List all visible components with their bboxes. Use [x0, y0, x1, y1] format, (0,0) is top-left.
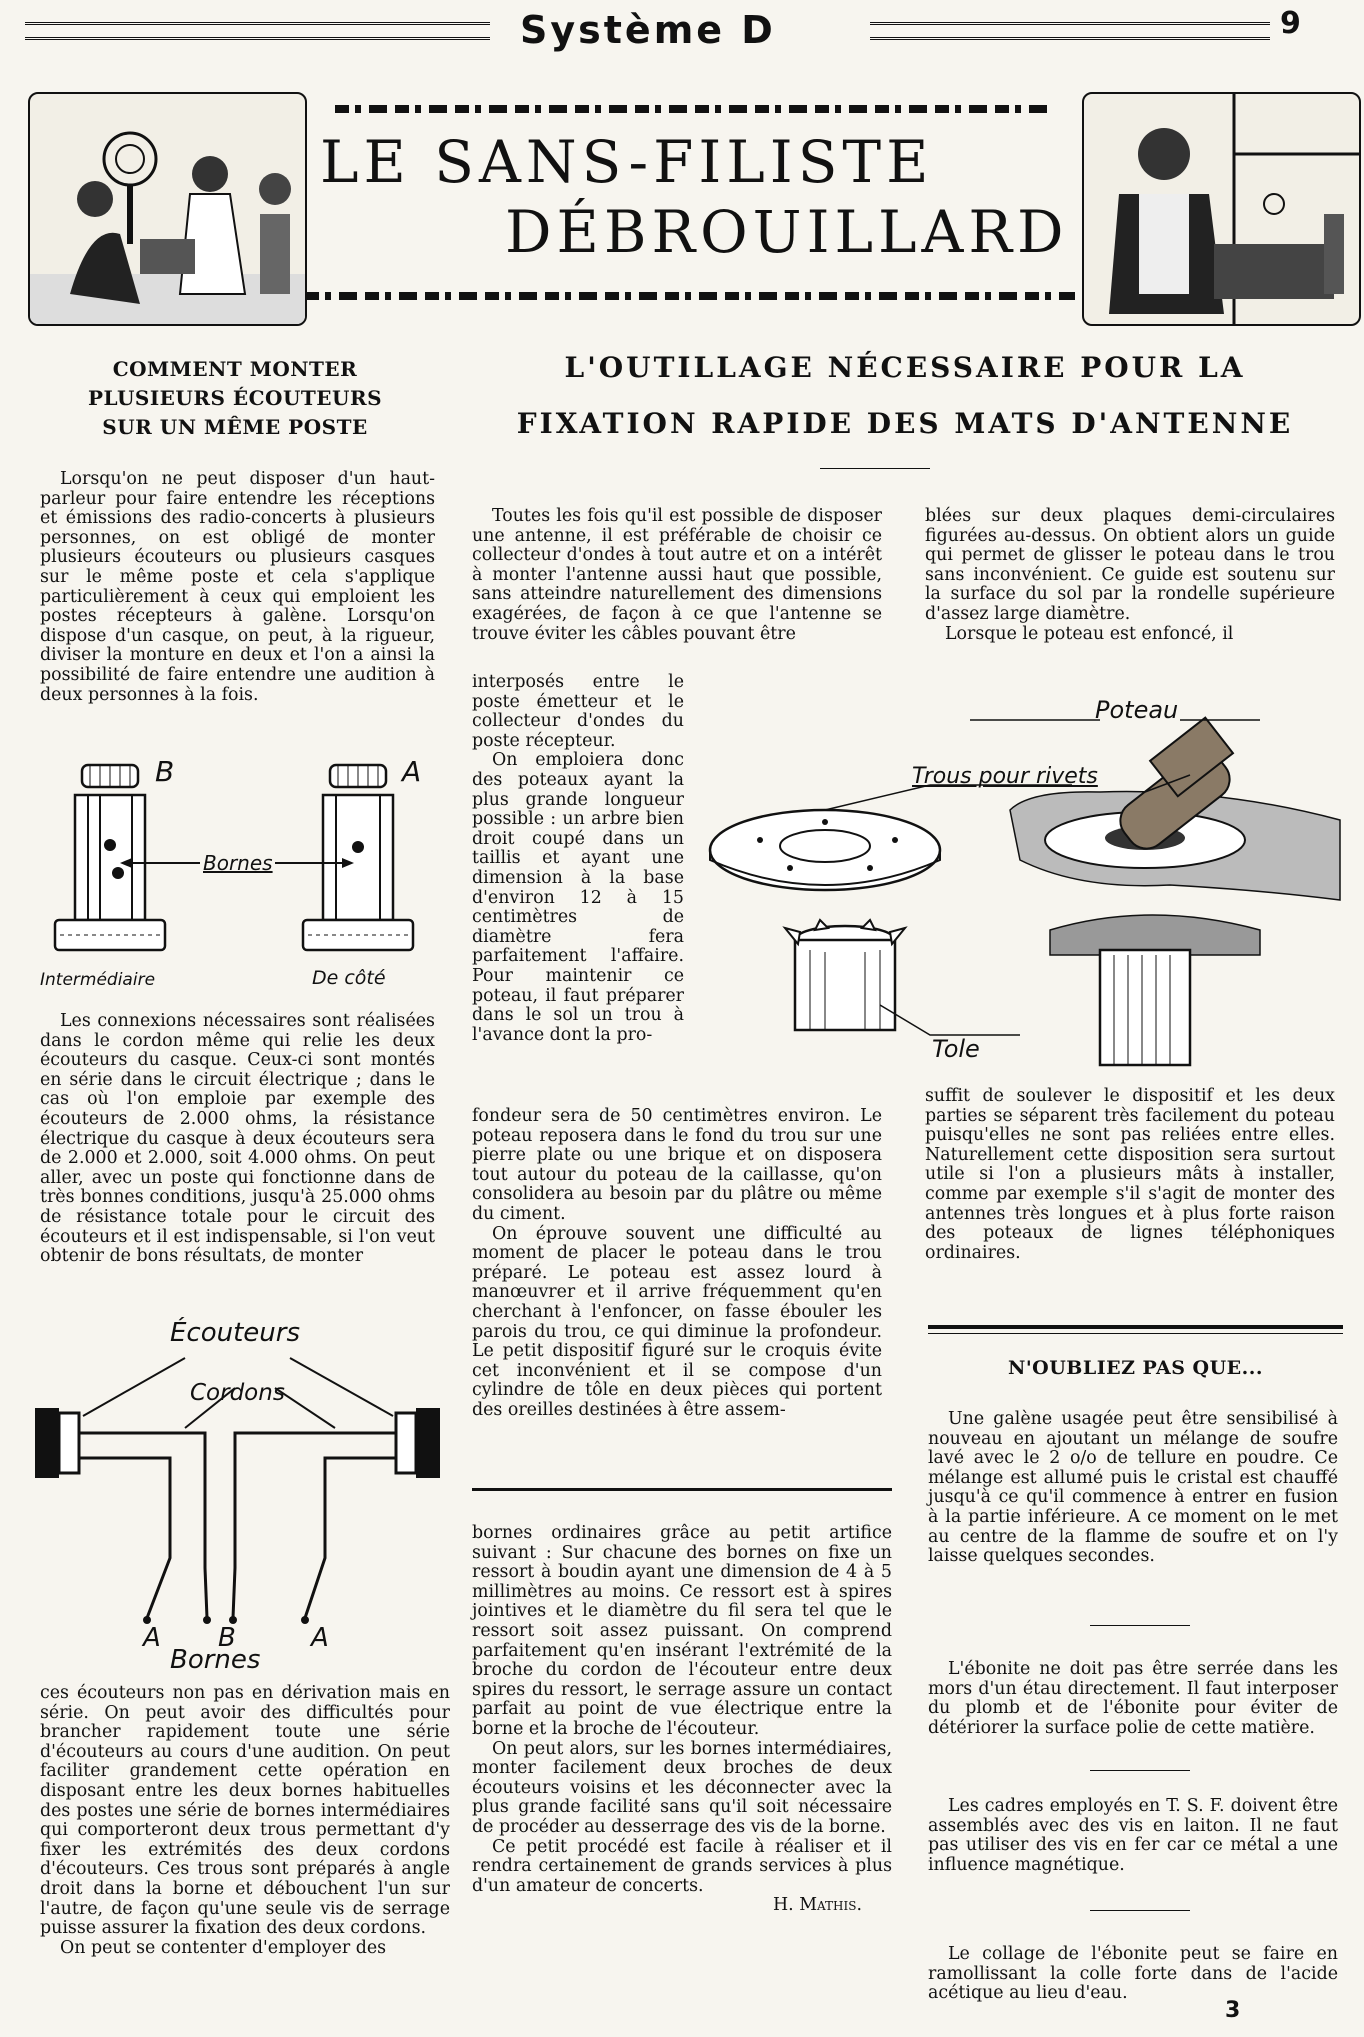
sidebox-rule1 — [1090, 1625, 1190, 1626]
title-underline — [820, 468, 930, 469]
left-title-line3: SUR UN MÊME POSTE — [102, 415, 368, 439]
main-colA-narrow — [472, 673, 684, 1045]
main-colA-p2: fondeur sera de 50 centimètres environ. Le poteau reposera dans le fond du trou sur une pierre plate ou une brique et on disposera tout autour du poteau de la caillasse, qu'on consolidera au besoin par du plâtre ou même du ciment. — [472, 1106, 882, 1224]
main-article-title — [465, 340, 1345, 452]
cordons-label: Cordons — [190, 1380, 285, 1406]
ecouteurs-label-a2: A — [311, 1623, 329, 1653]
poteau-drawing — [700, 700, 1345, 1080]
main-colB-p3: suffit de soulever le dispositif et les deux parties se séparent très facilement du poteau puisqu'elles ne sont pas reliées entre elles. Naturellement cette disposition sera surtout utile si l'on a plusieurs mâts à installer, comme par exemple s'il s'agit de monter des antennes très longues et à plus forte raison des poteaux de lignes téléphoniques ordinaires. — [925, 1086, 1335, 1263]
banner-illustration-right — [1082, 92, 1361, 326]
main-colA-p6: Ce petit procédé est facile à réaliser et il rendra certainement de grands services à plus d'un amateur de concerts. — [472, 1836, 892, 1896]
magazine-title: Système D — [520, 8, 776, 52]
main-colA-narrow-p2: On emploiera donc des poteaux ayant la plus grande longueur possible : un arbre bien droit coupé dans un taillis et ayant une dimension à la base d'environ 12 à 15 centimètres de diamètre fera parfaitement l'affaire. Pour maintenir ce poteau, il faut préparer dans le sol un trou à l'avance dont la pro- — [472, 750, 684, 1045]
banner-illustration-left — [28, 92, 307, 326]
sidebox-item4-text: Le collage de l'ébonite peut se faire en ramollissant la colle forte dans de l'acide acétique au lieu d'eau. — [928, 1944, 1338, 2004]
tole-label: Tole — [932, 1035, 980, 1063]
main-colA-p3: On éprouve souvent une difficulté au moment de placer le poteau dans le trou préparé. Le poteau est assez lourd à manœuvrer et il arrive fréquemment qu'en cherchant à l'enfoncer, on fasse ébouler les parois du trou, ce qui diminue la profondeur. Le petit dispositif figuré sur le croquis évite cet inconvénient et il se compose d'un cylindre de tôle en deux pièces qui portent des oreilles destinées à être assem- — [472, 1223, 882, 1420]
sidebox-top-rule — [928, 1325, 1343, 1329]
bornes-caption-left: Intermédiaire — [40, 970, 156, 990]
left-para1 — [40, 470, 435, 705]
bornes-caption-right: De côté — [312, 967, 386, 989]
left-para4-text: On peut se contenter d'employer des — [60, 1937, 387, 1958]
banner-title-line2: DÉBROUILLARD — [505, 198, 1069, 266]
main-title-line2: FIXATION RAPIDE DES MATS D'ANTENNE — [516, 407, 1294, 440]
main-colA-top — [472, 507, 882, 644]
main-colB-bottom — [925, 1087, 1335, 1263]
sidebox-item1 — [928, 1410, 1338, 1567]
signature — [472, 1896, 892, 1916]
main-title-line1: L'OUTILLAGE NÉCESSAIRE POUR LA — [564, 351, 1246, 384]
left-title-line2: PLUSIEURS ÉCOUTEURS — [87, 386, 383, 410]
ecouteurs-label-b: B — [218, 1623, 236, 1653]
header-rule-right — [870, 22, 1270, 40]
main-colA-p4: bornes ordinaires grâce au petit artifice suivant : Sur chacune des bornes on fixe un ressort à boudin ayant une dimension de 4 à 5 millimètres au moins. Ce ressort est à spires jointives et le diamètre du fil sera tel que le ressort soit assez puissant. On comprend parfaitement qu'en insérant l'extrémité de la broche du cordon de l'écouteur entre deux spires du ressort, le serrage assure un contact parfait au point de vue électrique entre la borne et la broche de l'écouteur. — [472, 1523, 892, 1739]
sidebox-title: N'OUBLIEZ PAS QUE... — [1007, 1357, 1263, 1379]
figure-bornes — [40, 755, 440, 995]
trous-label: Trous pour rivets — [912, 764, 1098, 789]
main-colA-bottom — [472, 1524, 892, 1916]
banner-dash-bottom — [305, 292, 1075, 300]
figure-poteau — [700, 696, 1345, 1080]
sidebox-rule3 — [1090, 1910, 1190, 1911]
main-colA-p5: On peut alors, sur les bornes intermédiaires, monter facilement deux broches de deux écouteurs voisins et les déconnecter avec la plus grande facilité sans qu'il soit nécessaire de procéder au desserrage des vis de la borne. — [472, 1738, 892, 1837]
bornes-label-a: A — [402, 755, 422, 788]
sidebox-item4 — [928, 1945, 1338, 2004]
figure-ecouteurs — [35, 1318, 440, 1673]
bottom-number: 3 — [1225, 1998, 1241, 2023]
main-colA-narrow-p: interposés entre le poste émetteur et le collecteur d'ondes du poste récepteur. — [472, 672, 684, 751]
main-colA-mid — [472, 1107, 882, 1421]
left-para2 — [40, 1012, 435, 1267]
ecouteurs-label: Écouteurs — [170, 1318, 301, 1348]
left-para1-text: Lorsqu'on ne peut disposer d'un haut-parleur pour faire entendre les réceptions et émissions des radio-concerts à plusieurs personnes, on est obligé de monter plusieurs écouteurs ou plusieurs casques sur le même poste et cela s'applique particulièrement à ceux qui emploient les postes récepteurs à galène. Lorsqu'on dispose d'un casque, on peut, à la rigueur, diviser la monture en deux et l'on a ainsi la possibilité de faire entendre une audition à deux personnes à la fois. — [40, 469, 435, 705]
sidebox-top-rule2 — [928, 1333, 1343, 1334]
ecouteurs-label-bornes: Bornes — [170, 1645, 261, 1675]
banner-title-line1: LE SANS-FILISTE — [320, 128, 934, 196]
sidebox-item3 — [928, 1797, 1338, 1875]
sidebox-rule2 — [1090, 1770, 1190, 1771]
left-para3-text: ces écouteurs non pas en dérivation mais en série. On peut avoir des difficultés pour brancher rapidement toute une série d'écouteurs au cours d'une audition. On peut faciliter grandement cette opération en disposant entre les deux bornes habituelles des postes une série de bornes intermédiaires qui comporteront deux trous permettant d'y fixer les extrémités des deux cordons d'écouteurs. Ces trous sont préparés à angle droit dans la borne et débouchent l'un sur l'autre, de façon qu'une seule vis de serrage puisse assurer la fixation des deux cordons. — [40, 1683, 450, 1939]
signature-text: H. Mathis. — [773, 1895, 862, 1916]
main-separator — [472, 1488, 892, 1491]
ecouteurs-drawing — [35, 1318, 440, 1673]
left-article-title — [40, 355, 430, 442]
main-colB-top — [925, 507, 1335, 644]
header-rule-left — [25, 22, 490, 40]
left-para3 — [40, 1684, 450, 1958]
ecouteurs-label-a1: A — [143, 1623, 161, 1653]
page-number: 9 — [1280, 6, 1301, 41]
left-title-line1: COMMENT MONTER — [112, 357, 358, 381]
banner-dash-top — [335, 105, 1055, 113]
main-colA-p1: Toutes les fois qu'il est possible de disposer une antenne, il est préférable de choisir ce collecteur d'ondes à tout autre et on a intérêt à monter l'antenne aussi haut que possible, sans atteindre naturellement des dimensions exagérées, de façon à ce que l'antenne se trouve éviter les câbles pouvant être — [472, 506, 882, 644]
bornes-label-bornes: Bornes — [203, 851, 273, 875]
sidebox-item1-text: Une galène usagée peut être sensibilisé à nouveau en ajoutant un mélange de soufre lavé avec le 2 o/o de tellure en poudre. Ce mélange est allumé puis le cristal est chauffé jusqu'à ce qu'il commence à entrer en fusion à la partie inférieure. A ce moment on le met au centre de la flamme de soufre et on l'y laisse quelques secondes. — [928, 1409, 1338, 1567]
sidebox-item3-text: Les cadres employés en T. S. F. doivent être assemblés avec des vis en laiton. Il ne faut pas utiliser des vis en fer car ce métal a une influence magnétique. — [928, 1796, 1338, 1875]
main-colB-p1: blées sur deux plaques demi-circulaires figurées au-dessus. On obtient alors un guide qui permet de glisser le poteau dans le trou sans inconvénient. Ce guide est soutenu sur la surface du sol par la rondelle supérieure d'assez large diamètre. — [925, 506, 1335, 624]
sidebox-item2 — [928, 1660, 1338, 1738]
poteau-label: Poteau — [1095, 696, 1179, 724]
bornes-label-b: B — [155, 755, 175, 788]
sidebox-item2-text: L'ébonite ne doit pas être serrée dans les mors d'un étau directement. Il faut interposer du plomb et de l'ébonite pour éviter de détériorer la surface polie de cette matière. — [928, 1659, 1338, 1738]
main-colB-p2: Lorsque le poteau est enfoncé, il — [945, 623, 1234, 644]
left-para2-text: Les connexions nécessaires sont réalisées dans le cordon même qui relie les deux écouteurs du casque. Ceux-ci sont montés en série dans le circuit électrique ; dans le cas où l'on emploie par exemple des écouteurs de 2.000 ohms, la résistance électrique du casque à deux écouteurs sera de 2.000 et 2.000, soit 4.000 ohms. On peut aller, avec un poste qui fonctionne dans de très bonnes conditions, jusqu'à 25.000 ohms de résistance totale pour le circuit des écouteurs et il est indispensable, si l'on veut obtenir de bons résultats, de monter — [40, 1011, 435, 1267]
